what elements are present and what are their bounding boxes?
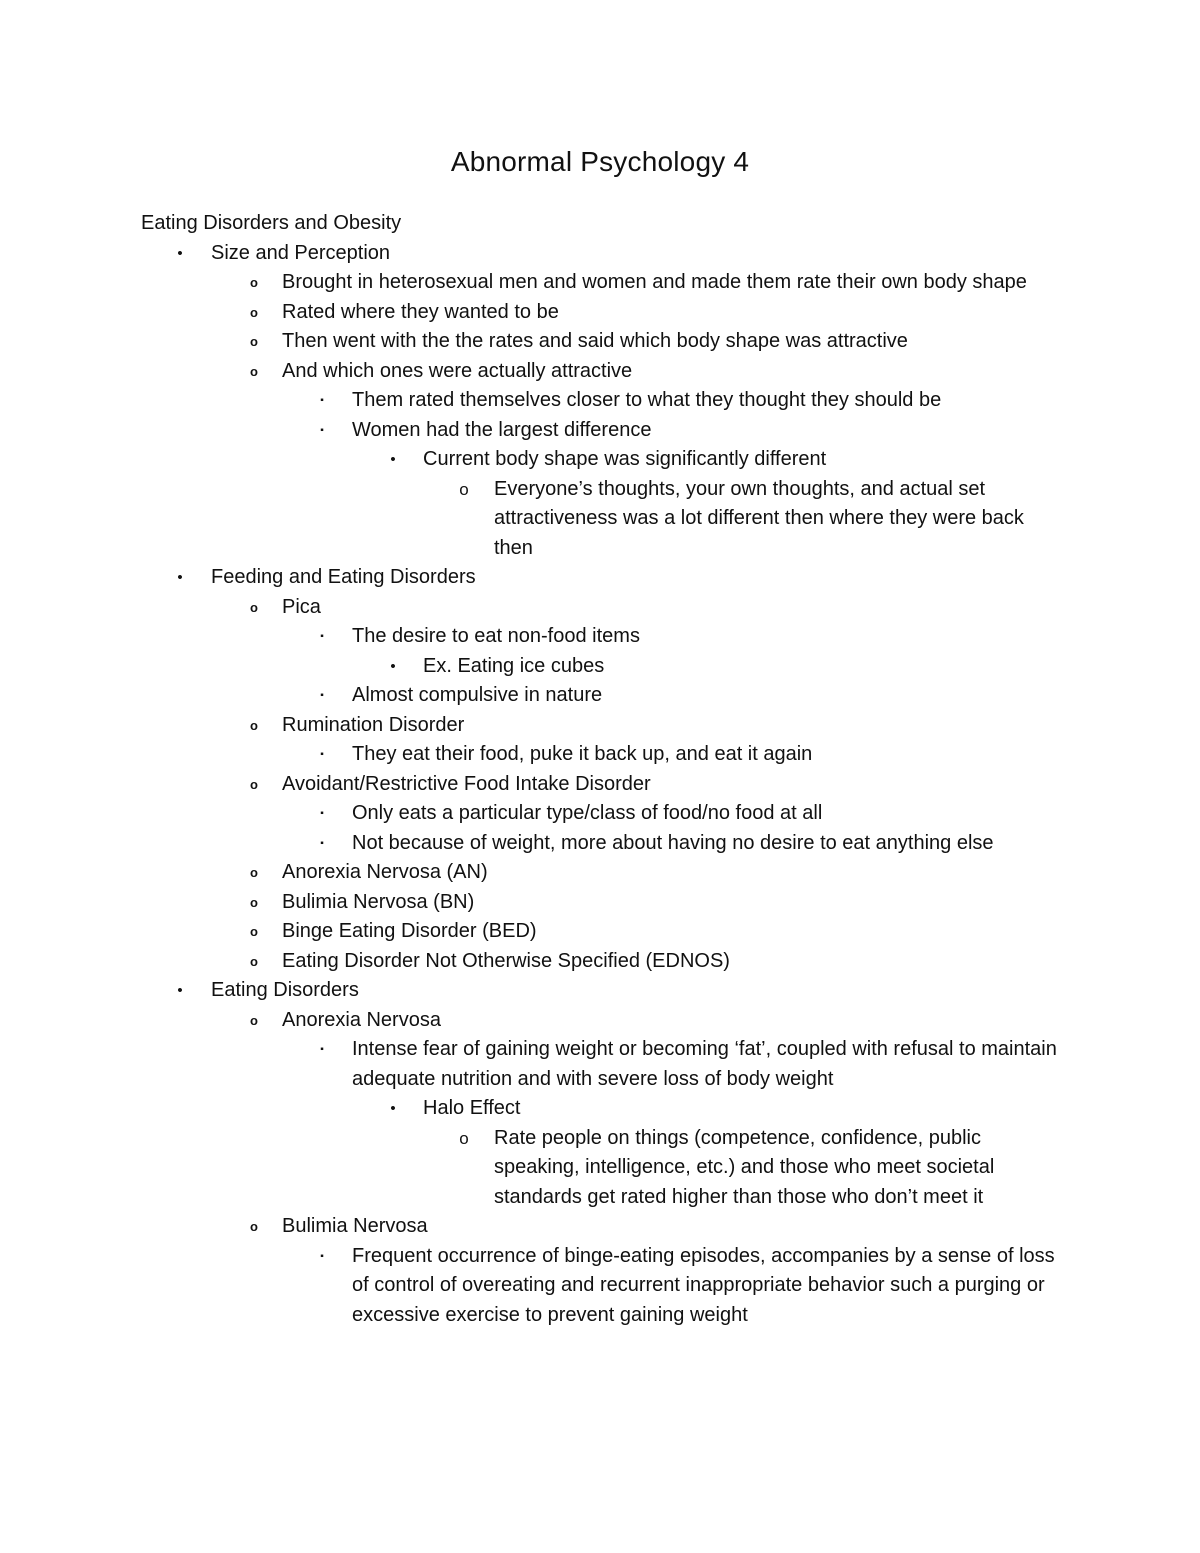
list-item-text: The desire to eat non-food items [352,625,640,647]
bullet-marker-icon: o [250,924,258,939]
list-item [0,740,1200,770]
bullet-list [0,239,1200,1331]
list-item-text: And which ones were actually attractive [282,359,633,382]
list-item [0,1035,1200,1094]
list-item-text: Intense fear of gaining weight or becoming ‘fat’, coupled with refusal to maintain adequate nutrition and with severe loss of body weight [352,1038,1057,1090]
list-item [0,799,1200,829]
list-item [0,1242,1200,1331]
list-item [0,475,1200,564]
list-item-text: Rated where they wanted to be [282,300,559,323]
bullet-marker-icon: o [250,275,258,290]
list-item [0,416,1200,446]
list-item-text: Eating Disorder Not Otherwise Specified (EDNOS) [282,949,730,972]
list-item-text: Feeding and Eating Disorders [211,566,476,588]
list-item-text: Brought in heterosexual men and women and made them rate their own body shape [282,271,1027,293]
list-item-text: Then went with the the rates and said which body shape was attractive [282,330,908,352]
list-item-text: Rumination Disorder [282,713,465,736]
document-title: Abnormal Psychology 4 [450,146,750,177]
bullet-marker-icon: o [250,776,258,792]
bullet-marker-icon: o [250,865,258,880]
list-item-text: Pica [282,595,321,618]
bullet-marker-icon: o [250,1219,258,1234]
bullet-marker-icon: ▪ [320,1250,324,1262]
list-item [0,1212,1200,1242]
list-item-text: Anorexia Nervosa (AN) [282,861,488,883]
list-item-text: Rate people on things (competence, confidence, public speaking, intelligence, etc.) and those who meet societal standards get rated higher than those who don’t meet it [494,1126,995,1208]
list-item [0,268,1200,298]
bullet-marker-icon: o [250,894,258,910]
list-item [0,298,1200,328]
list-item [0,327,1200,357]
bullet-marker-icon: ▪ [320,1044,324,1055]
bullet-marker-icon: • [177,569,183,586]
list-item-text: Size and Perception [211,241,391,264]
list-item-text: Binge Eating Disorder (BED) [282,920,537,942]
bullet-marker-icon: o [250,599,258,615]
list-item [0,622,1200,652]
list-item [0,711,1200,741]
list-item-text: Almost compulsive in nature [352,684,603,706]
bullet-marker-icon: ▪ [320,424,324,436]
list-item-text: Frequent occurrence of binge-eating episodes, accompanies by a sense of loss of control of overeating and recurrent inappropriate behavior such a purging or excessive exercise to prevent gaining weight [352,1244,1055,1326]
list-item [0,681,1200,711]
list-item [0,858,1200,888]
list-item-text: Everyone’s thoughts, your own thoughts, and actual set attractiveness was a lot different then where they were back then [494,477,1024,559]
bullet-marker-icon: • [390,451,396,468]
list-item [0,1094,1200,1124]
list-item [0,829,1200,859]
bullet-marker-icon: ▪ [320,749,324,760]
list-item [0,445,1200,475]
bullet-marker-icon: • [390,657,396,675]
list-item-text: Not because of weight, more about having no desire to eat anything else [352,831,994,854]
list-item-text: Women had the largest difference [352,418,652,441]
bullet-marker-icon: o [250,717,258,733]
list-item [0,976,1200,1006]
bullet-marker-icon: ▪ [320,690,324,701]
list-item-text: Bulimia Nervosa [282,1215,428,1237]
bullet-marker-icon: ▪ [320,808,324,819]
bullet-marker-icon: o [250,363,258,379]
list-item-text: Anorexia Nervosa [282,1008,441,1031]
list-item-text: Bulimia Nervosa (BN) [282,890,475,913]
list-item-text: Only eats a particular type/class of food/no food at all [352,802,823,824]
bullet-marker-icon: ▪ [320,631,324,642]
list-item [0,1006,1200,1036]
bullet-marker-icon: ▪ [320,395,324,406]
list-item-text: Avoidant/Restrictive Food Intake Disorder [282,772,651,795]
list-item [0,563,1200,593]
list-item [0,593,1200,623]
list-item [0,947,1200,977]
list-item [0,917,1200,947]
bullet-marker-icon: • [390,1100,396,1117]
bullet-marker-icon: • [177,244,183,262]
list-item [0,888,1200,918]
bullet-marker-icon: o [250,1012,258,1028]
list-item-text: Ex. Eating ice cubes [423,654,605,677]
list-item [0,1124,1200,1213]
bullet-marker-icon: o [250,953,258,969]
list-item [0,770,1200,800]
list-item-text: Them rated themselves closer to what they thought they should be [352,389,942,411]
bullet-marker-icon: o [250,334,258,349]
list-item-text: Halo Effect [423,1097,521,1119]
section-heading: Eating Disorders and Obesity [141,212,402,234]
bullet-marker-icon: ▪ [320,837,324,849]
list-item-text: Eating Disorders [211,979,359,1001]
bullet-marker-icon: • [177,982,183,999]
bullet-marker-icon: o [459,479,469,499]
list-item-text: They eat their food, puke it back up, and eat it again [352,743,813,765]
list-item [0,386,1200,416]
list-item [0,652,1200,682]
bullet-marker-icon: o [250,304,258,320]
list-item [0,357,1200,387]
list-item-text: Current body shape was significantly different [423,448,827,470]
bullet-marker-icon: o [459,1128,469,1148]
list-item [0,239,1200,269]
